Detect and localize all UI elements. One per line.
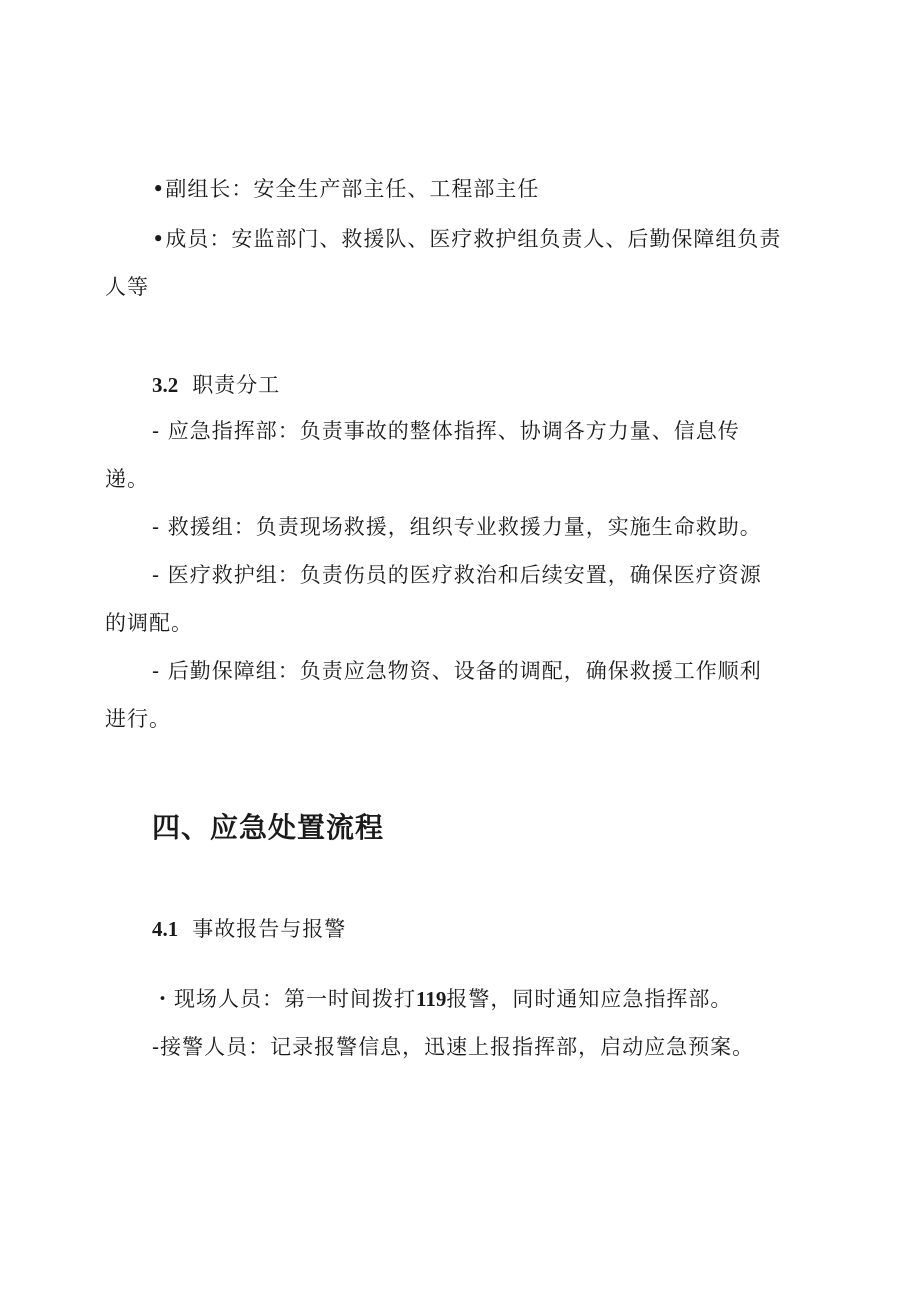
section-title: 职责分工 xyxy=(192,373,281,397)
duty-item-command-line-1: - 应急指挥部：负责事故的整体指挥、协调各方力量、信息传 xyxy=(152,419,740,443)
section-3-2-heading xyxy=(152,370,280,400)
duty-item-rescue-line-1: - 救援组：负责现场救援，组织专业救援力量，实施生命救助。 xyxy=(152,515,762,539)
duty-item-medical-line-1: - 医疗救护组：负责伤员的医疗救治和后续安置，确保医疗资源 xyxy=(152,563,762,587)
members-line-1: •成员：安监部门、救援队、医疗救护组负责人、后勤保障组负责 xyxy=(152,227,782,251)
duty-item-logistics-line-1: - 后勤保障组：负责应急物资、设备的调配，确保救援工作顺利 xyxy=(152,659,762,683)
duty-item-command-line-2: 递。 xyxy=(105,467,149,491)
section-number: 3.2 xyxy=(152,373,179,397)
duty-item-logistics-line-2: 进行。 xyxy=(105,707,171,731)
section-4-1-heading xyxy=(152,914,346,944)
members-line-2: 人等 xyxy=(105,275,149,299)
report-item-onsite-prefix: ・现场人员：第一时间拨打 xyxy=(152,987,416,1011)
duty-item-medical-line-2: 的调配。 xyxy=(105,611,193,635)
deputy-leader-line: •副组长：安全生产部主任、工程部主任 xyxy=(152,177,540,201)
section-title: 事故报告与报警 xyxy=(192,917,347,941)
chapter-4-title: 四、应急处置流程 xyxy=(152,811,385,844)
emergency-number: 119 xyxy=(416,987,447,1011)
report-item-dispatcher: -接警人员：记录报警信息，迅速上报指挥部，启动应急预案。 xyxy=(152,1035,755,1059)
report-item-onsite xyxy=(152,984,732,1014)
report-item-onsite-suffix: 报警，同时通知应急指挥部。 xyxy=(446,987,733,1011)
section-number: 4.1 xyxy=(152,917,179,941)
